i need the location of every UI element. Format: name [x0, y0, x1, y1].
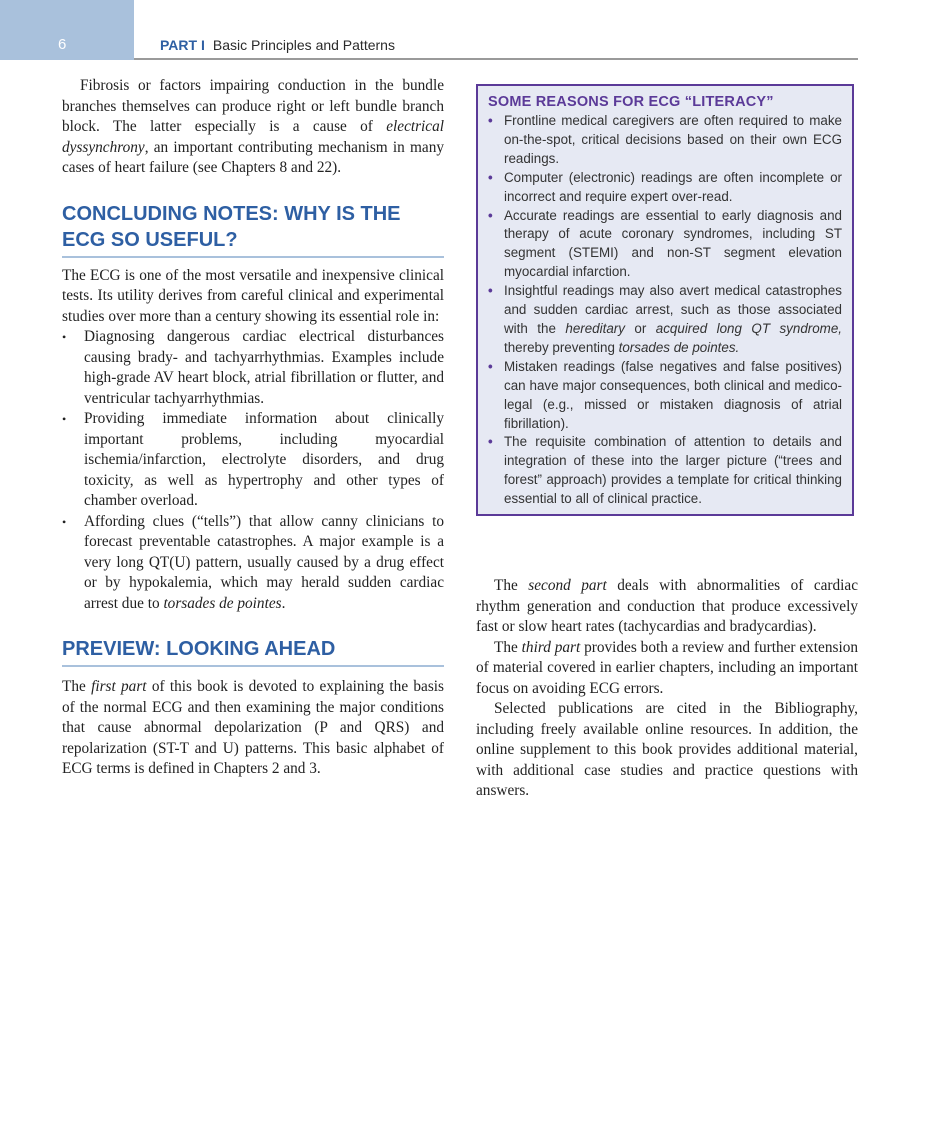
sidebar-item-text: Frontline medical caregivers are often required to make on-the-spot, critical decisions based on their own ECG readings. [504, 113, 842, 166]
header-rule [134, 58, 858, 60]
sidebar-item-text: Computer (electronic) readings are often incomplete or incorrect and require expert over-read. [504, 169, 842, 204]
concluding-paragraph: The ECG is one of the most versatile and inexpensive clinical tests. Its utility derives from careful clinical and experimental studies over more than a century showing its essential role in: [62, 266, 444, 325]
concluding-bullet-list [62, 327, 444, 614]
preview-paragraph: The first part of this book is devoted to explaining the basis of the normal ECG and then examining the major conditions that cause abnormal depolarization (P and QRS) and repolarization (ST-T and U) patterns. This basic alphabet of ECG terms is defined in Chapters 2 and 3. [62, 678, 444, 777]
second-part-paragraph: The second part deals with abnormalities of cardiac rhythm generation and conduction that produce excessively fast or slow heart rates (tachycardias and bradycardias). [476, 577, 858, 635]
bullet-text: Providing immediate information about clinically important problems, including myocardial ischemia/infarction, electrolyte disorders, and drug toxicity, as well as hypertrophy and other types of chamber overload. [84, 410, 444, 509]
italic-text: electrical dyssynchrony [62, 118, 444, 156]
bullet-icon: • [62, 330, 67, 344]
right-column [476, 576, 858, 802]
sidebar-list-item [488, 112, 842, 169]
bullet-icon: • [488, 358, 493, 374]
bullet-icon: • [488, 169, 493, 185]
left-column [62, 76, 444, 780]
italic-text: acquired long QT syndrome, [655, 320, 842, 336]
part-label: PART I [160, 37, 205, 53]
italic-text: first part [91, 678, 147, 695]
sidebar-list-item [488, 433, 842, 509]
italic-text: torsades de pointes [163, 594, 282, 612]
bullet-item [62, 327, 444, 409]
sidebar-list-item [488, 282, 842, 358]
bullet-icon: • [488, 207, 493, 223]
italic-text: hereditary [565, 320, 625, 336]
sidebar-item-text: Accurate readings are essential to early diagnosis and therapy of acute coronary syndromes, including ST segment (STEMI) and non-ST segment elevation myocardial infarction. [504, 207, 842, 280]
italic-text: second part [528, 577, 607, 594]
italic-text: third part [521, 638, 581, 656]
page-number-tab [0, 0, 134, 60]
ecg-literacy-sidebar-box [476, 84, 854, 516]
section-heading-concluding-notes: CONCLUDING NOTES: WHY IS THE ECG SO USEFUL? [62, 201, 444, 258]
bullet-text: Diagnosing dangerous cardiac electrical disturbances causing brady- and tachyarrhythmias. Examples include high-grade AV heart block, atrial fibrillation or flutter, and ventricular tachyarrhythmias. [84, 328, 444, 407]
bullet-item [62, 512, 444, 615]
italic-text: torsades de pointes. [618, 339, 740, 355]
sidebar-box-title: SOME REASONS FOR ECG “LITERACY” [488, 94, 774, 110]
running-header [160, 37, 395, 53]
sidebar-list-item [488, 207, 842, 283]
bullet-icon: • [62, 514, 67, 529]
sidebar-item-text: Insightful readings may also avert medical catastrophes and sudden cardiac arrest, such as those associated with the hereditary or acquired long QT syndrome, thereby preventing torsades de pointes. [504, 283, 842, 355]
page-number: 6 [58, 36, 67, 53]
sidebar-list-item [488, 169, 842, 207]
bullet-icon: • [62, 412, 67, 426]
sidebar-box-list [488, 112, 842, 509]
bullet-icon: • [488, 283, 493, 299]
sidebar-list-item [488, 358, 842, 434]
sidebar-item-text: The requisite combination of attention to details and integration of these into the larger picture (“trees and forest” approach) provides a template for critical thinking essential to all of clinical practice. [504, 434, 842, 507]
section-heading-preview: PREVIEW: LOOKING AHEAD [62, 636, 444, 667]
bullet-text: Affording clues (“tells”) that allow canny clinicians to forecast preventable catastrophes. A major example is a very long QT(U) pattern, usually caused by a drug effect or by hypokalemia, which may herald sudden cardiac arrest due to torsades de pointes. [84, 512, 444, 612]
bullet-item [62, 409, 444, 512]
bibliography-paragraph: Selected publications are cited in the Bibliography, including freely available online resources. In addition, the online supplement to this book provides additional material, with additional case studies and practice questions with answers. [476, 700, 858, 799]
part-title: Basic Principles and Patterns [212, 37, 395, 53]
bullet-icon: • [488, 113, 493, 128]
bullet-icon: • [488, 434, 493, 450]
sidebar-item-text: Mistaken readings (false negatives and false positives) can have major consequences, both clinical and medico-legal (e.g., missed or mistaken diagnosis of atrial fibrillation). [504, 358, 842, 431]
third-part-paragraph: The third part provides both a review and further extension of material covered in earlier chapters, including an important focus on avoiding ECG errors. [476, 638, 858, 697]
intro-paragraph: Fibrosis or factors impairing conduction in the bundle branches themselves can produce right or left bundle branch block. The latter especially is a cause of electrical dyssynchrony, an important contributing mechanism in many cases of heart failure (see Chapters 8 and 22). [62, 77, 444, 176]
